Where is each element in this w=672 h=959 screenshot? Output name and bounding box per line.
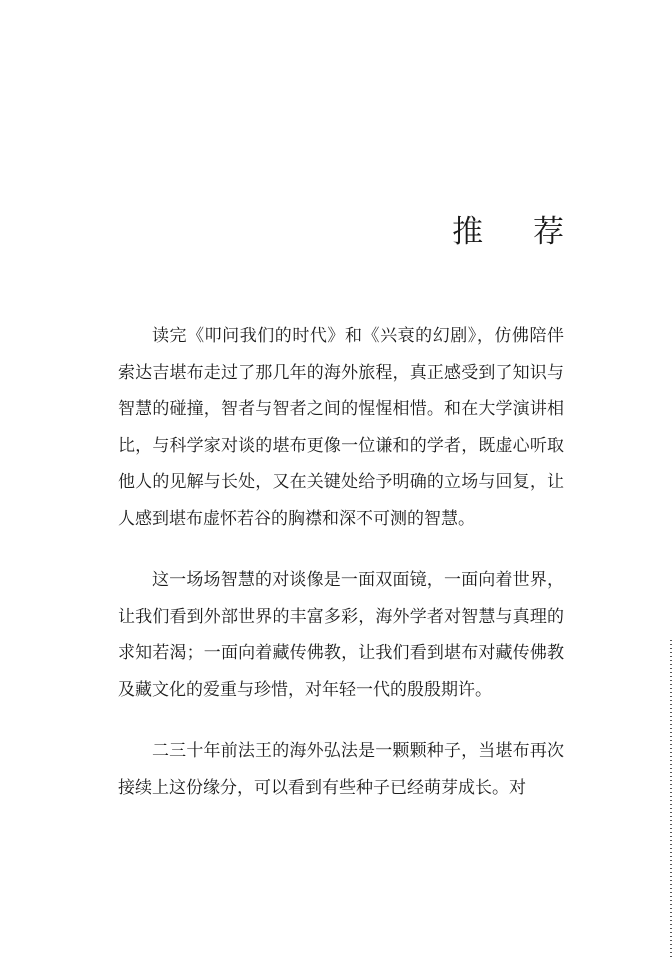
body-text: [118, 318, 564, 831]
paragraph-1: 读完《叩问我们的时代》和《兴衰的幻剧》，仿佛陪伴索达吉堪布走过了那几年的海外旅程，真正感受到了知识与智慧的碰撞，智者与智者之间的惺惺相惜。和在大学演讲相比，与科学家对谈的堪布更像一位谦和的学者，既虚心听取他人的见解与长处，又在关键处给予明确的立场与回复，让人感到堪布虚怀若谷的胸襟和深不可测的智慧。: [118, 326, 564, 529]
paragraph-3: 二三十年前法王的海外弘法是一颗颗种子，当堪布再次接续上这份缘分，可以看到有些种子已经萌芽成长。对: [118, 741, 564, 798]
chapter-title: 推 荐: [452, 213, 584, 250]
paragraph-2: 这一场场智慧的对谈像是一面双面镜，一面向着世界，让我们看到外部世界的丰富多彩，海外学者对智慧与真理的求知若渴；一面向着藏传佛教，让我们看到堪布对藏传佛教及藏文化的爱重与珍惜，对年轻一代的殷殷期许。: [118, 570, 564, 700]
